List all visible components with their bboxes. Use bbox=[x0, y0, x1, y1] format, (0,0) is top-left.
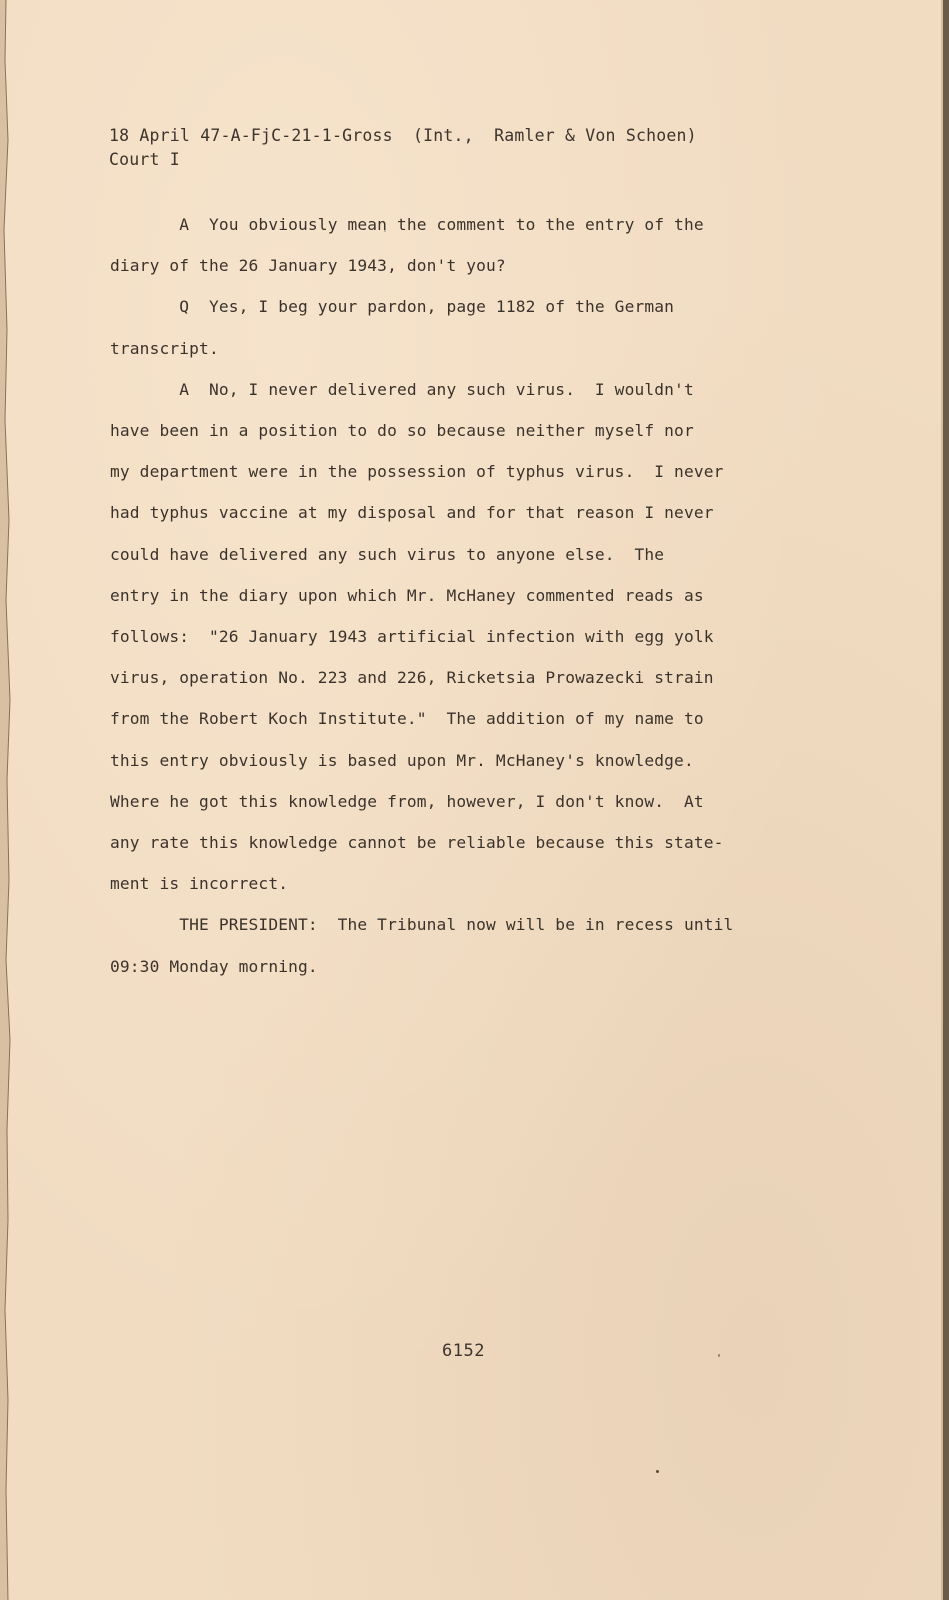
paper-speck bbox=[384, 230, 386, 232]
text-line: diary of the 26 January 1943, don't you? bbox=[110, 256, 506, 276]
text-line: have been in a position to do so because neither myself nor bbox=[110, 421, 694, 441]
text-line: Q Yes, I beg your pardon, page 1182 of the German bbox=[110, 297, 675, 317]
text-line: 09:30 Monday morning. bbox=[110, 956, 318, 976]
document-header bbox=[109, 124, 749, 172]
header-court-line: Court I bbox=[109, 150, 180, 169]
text-line: my department were in the possession of typhus virus. I never bbox=[110, 462, 724, 482]
torn-left-edge bbox=[0, 0, 14, 1600]
paper-speck bbox=[718, 1354, 720, 1357]
transcript-body bbox=[110, 204, 770, 987]
text-line: this entry obviously is based upon Mr. McHaney's knowledge. bbox=[110, 750, 694, 770]
text-line: follows: "26 January 1943 artificial infection with egg yolk bbox=[110, 627, 714, 647]
text-line: A You obviously mean the comment to the entry of the bbox=[110, 215, 704, 234]
text-line: A No, I never delivered any such virus. I wouldn't bbox=[110, 379, 694, 399]
text-line: had typhus vaccine at my disposal and for that reason I never bbox=[110, 503, 714, 523]
text-line: virus, operation No. 223 and 226, Ricketsia Prowazecki strain bbox=[110, 668, 714, 688]
header-reference-line: 18 April 47-A-FjC-21-1-Gross (Int., Ramler & Von Schoen) bbox=[109, 126, 697, 145]
text-line: Where he got this knowledge from, however, I don't know. At bbox=[110, 791, 704, 811]
paper-speck bbox=[656, 1470, 659, 1473]
text-line: THE PRESIDENT: The Tribunal now will be in recess until bbox=[110, 915, 734, 935]
paragraph-answer-2 bbox=[110, 369, 770, 905]
text-line: any rate this knowledge cannot be reliable because this state- bbox=[110, 833, 724, 853]
paragraph-answer-1 bbox=[110, 204, 770, 286]
text-line: from the Robert Koch Institute." The addition of my name to bbox=[110, 709, 704, 729]
text-line: ment is incorrect. bbox=[110, 874, 289, 894]
text-line: could have delivered any such virus to anyone else. The bbox=[110, 544, 665, 564]
paragraph-president-statement bbox=[110, 904, 770, 986]
paragraph-question-1 bbox=[110, 286, 770, 368]
text-line: transcript. bbox=[110, 338, 219, 358]
page-number: 6152 bbox=[442, 1341, 485, 1361]
text-line: entry in the diary upon which Mr. McHaney commented reads as bbox=[110, 585, 704, 605]
